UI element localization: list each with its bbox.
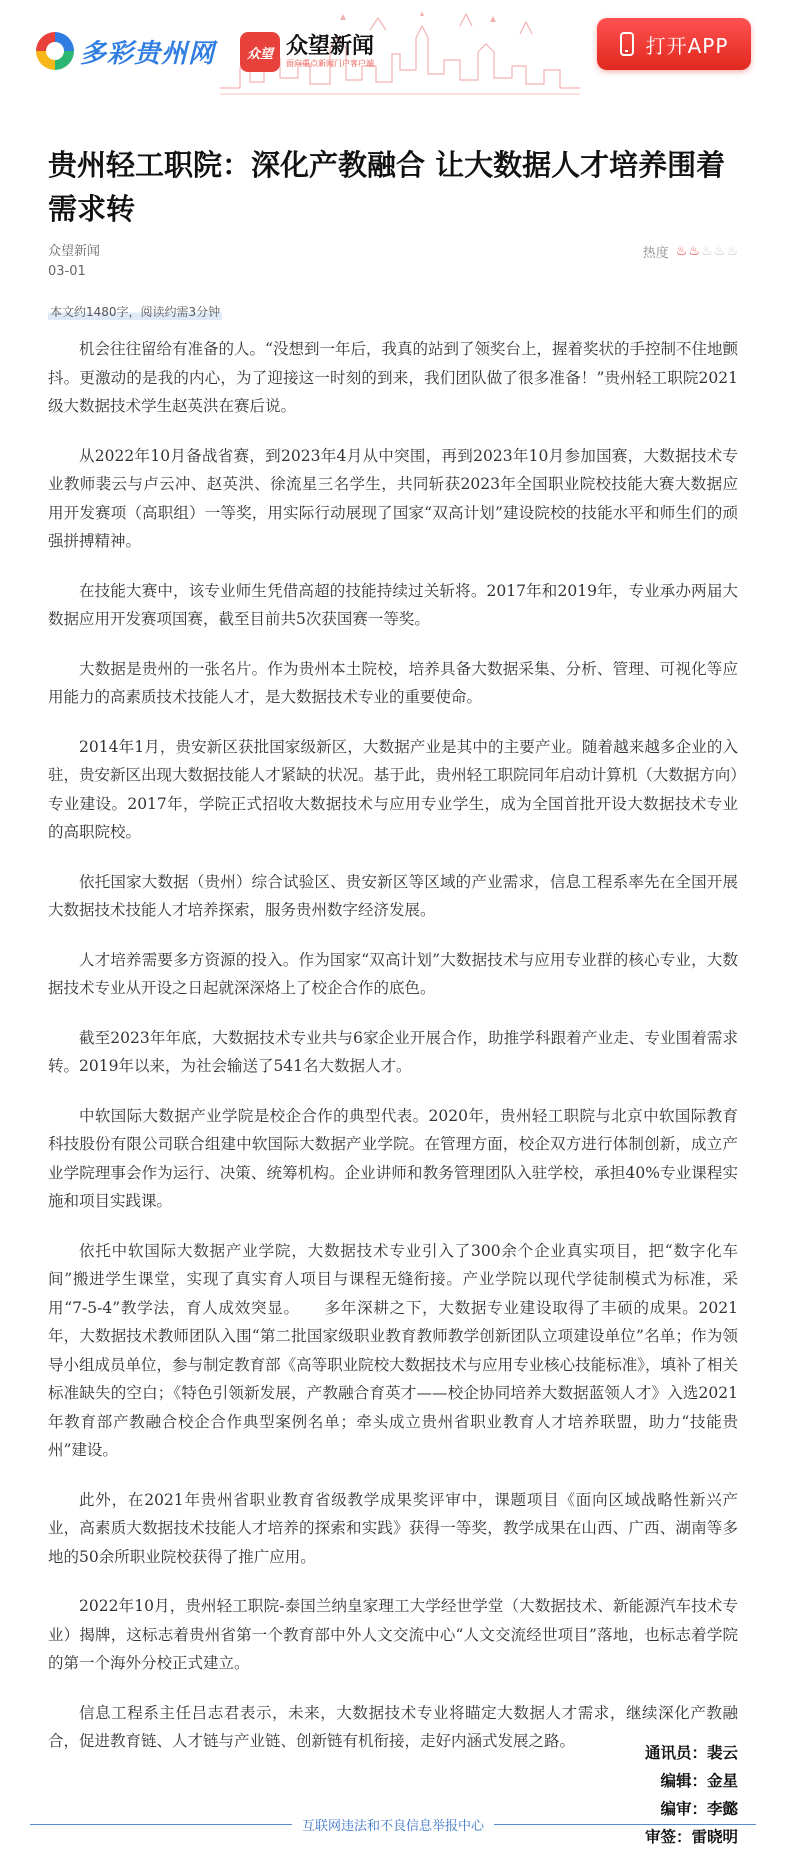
article-paragraph: 大数据是贵州的一张名片。作为贵州本土院校，培养具备大数据采集、分析、管理、可视化等应用能力的高素质技术技能人才，是大数据技术专业的重要使命。 xyxy=(48,659,738,706)
g-logo-icon xyxy=(36,32,74,70)
flame-icon: ♨ xyxy=(713,244,726,259)
logo2-name: 众望新闻 xyxy=(286,33,375,59)
article-paragraph: 依托中软国际大数据产业学院，大数据技术专业引入了300余个企业真实项目，把“数字化车间”搬进学生课堂，实现了真实育人项目与课程无缝衔接。产业学院以现代学徒制模式为标准，采用“7-5-4”教学法，育人成效突显。 多年深耕之下，大数据专业建设取得了丰硕的成果。2021年，大数据技术教师团队入围“第二批国家级职业教育教师教学创新团队立项建设单位”名单；作为领导小组成员单位，参与制定教育部《高等职业院校大数据技术与应用专业核心技能标准》，填补了相关标准缺失的空白；《特色引领新发展，产教融合育英才——校企协同培养大数据蓝领人才》入选2021年教育部产教融合校企合作典型案例名单；牵头成立贵州省职业教育人才培养联盟，助力“技能贵州”建设。 xyxy=(48,1241,738,1459)
logo2-subtitle: 面向重点新闻门户客户端 xyxy=(286,59,374,68)
logo1-text: 多彩贵州网 xyxy=(80,38,216,69)
report-center-link[interactable]: 互联网违法和不良信息举报中心 xyxy=(292,1815,494,1834)
report-center-footer xyxy=(0,1813,786,1835)
flame-icon: ♨ xyxy=(688,244,701,259)
open-app-label: 打开APP xyxy=(645,33,729,58)
article-paragraph: 2022年10月，贵州轻工职院-泰国兰纳皇家理工大学经世学堂（大数据技术、新能源汽车技术专业）揭牌，这标志着贵州省第一个教育部中外人文交流中心“人文交流经世项目”落地，也标志着学院的第一个海外分校正式建立。 xyxy=(48,1597,738,1672)
article-paragraph: 截至2023年年底，大数据技术专业共与6家企业开展合作，助推学科跟着产业走、专业围着需求转。2019年以来，为社会输送了541名大数据人才。 xyxy=(48,1028,738,1075)
zhongwang-logo[interactable] xyxy=(240,32,374,72)
heat-label: 热度 xyxy=(642,246,669,261)
flame-icon: ♨ xyxy=(726,244,738,259)
article-paragraph: 信息工程系主任吕志君表示，未来，大数据技术专业将瞄定大数据人才需求，继续深化产教融合，促进教育链、人才链与产业链、创新链有机衔接，走好内涵式发展之路。 xyxy=(48,1703,738,1750)
article-title: 贵州轻工职院：深化产教融合 让大数据人才培养围着需求转 xyxy=(48,148,726,226)
flame-icon: ♨ xyxy=(675,244,688,259)
article-paragraph: 人才培养需要多方资源的投入。作为国家“双高计划”大数据技术与应用专业群的核心专业，大数据技术专业从开设之日起就深深烙上了校企合作的底色。 xyxy=(48,950,738,997)
top-header xyxy=(0,0,786,110)
article-source: 众望新闻 xyxy=(48,244,101,259)
flame-icon: ♨ xyxy=(701,244,713,259)
article-body xyxy=(48,335,738,1777)
credit-line: 编审：李懿 xyxy=(660,1800,738,1818)
heat-flames xyxy=(675,244,738,259)
phone-icon xyxy=(620,32,634,56)
zhongwang-logo-icon: 众望 xyxy=(240,32,280,72)
duocai-guizhou-logo[interactable] xyxy=(36,32,215,70)
read-time-info: 本文约1480字，阅读约需3分钟 xyxy=(50,305,221,319)
credit-line: 审签：雷晓明 xyxy=(644,1828,738,1846)
credit-line: 编辑：金星 xyxy=(660,1772,738,1790)
credit-line: 通讯员：裴云 xyxy=(644,1744,738,1762)
article-paragraph: 2014年1月，贵安新区获批国家级新区，大数据产业是其中的主要产业。随着越来越多企业的入驻，贵安新区出现大数据技能人才紧缺的状况。基于此，贵州轻工职院同年启动计算机（大数据方向）专业建设。2017年，学院正式招收大数据技术与应用专业学生，成为全国首批开设大数据技术专业的高职院校。 xyxy=(48,737,738,841)
article-paragraph: 此外，在2021年贵州省职业教育省级教学成果奖评审中，课题项目《面向区域战略性新兴产业，高素质大数据技术技能人才培养的探索和实践》获得一等奖，教学成果在山西、广西、湖南等多地的50余所职业院校获得了推广应用。 xyxy=(48,1490,738,1566)
heat-indicator xyxy=(643,242,738,261)
article-paragraph: 依托国家大数据（贵州）综合试验区、贵安新区等区域的产业需求，信息工程系率先在全国开展大数据技术技能人才培养探索，服务贵州数字经济发展。 xyxy=(48,872,738,919)
article-paragraph: 中软国际大数据产业学院是校企合作的典型代表。2020年，贵州轻工职院与北京中软国际教育科技股份有限公司联合组建中软国际大数据产业学院。在管理方面，校企双方进行体制创新，成立产业学院理事会作为运行、决策、统筹机构。企业讲师和教务管理团队入驻学校，承担40%专业课程实施和项目实践课。 xyxy=(48,1106,738,1210)
article-meta xyxy=(48,242,100,282)
article-date: 03-01 xyxy=(48,264,86,279)
article-paragraph: 在技能大赛中，该专业师生凭借高超的技能持续过关斩将。2017年和2019年，专业承办两届大数据应用开发赛项国赛，截至目前共5次获国赛一等奖。 xyxy=(48,581,738,628)
article-paragraph: 从2022年10月备战省赛，到2023年4月从中突围，再到2023年10月参加国赛，大数据技术专业教师裴云与卢云冲、赵英洪、徐流星三名学生，共同斩获2023年全国职业院校技能大赛大数据应用开发赛项（高职组）一等奖，用实际行动展现了国家“双高计划”建设院校的技能水平和师生们的顽强拼搏精神。 xyxy=(48,446,738,550)
article-paragraph: 机会往往留给有准备的人。“没想到一年后，我真的站到了领奖台上，握着奖状的手控制不住地颤抖。更激动的是我的内心，为了迎接这一时刻的到来，我们团队做了很多准备！”贵州轻工职院2021级大数据技术学生赵英洪在赛后说。 xyxy=(48,340,738,415)
open-app-button[interactable] xyxy=(597,18,751,70)
